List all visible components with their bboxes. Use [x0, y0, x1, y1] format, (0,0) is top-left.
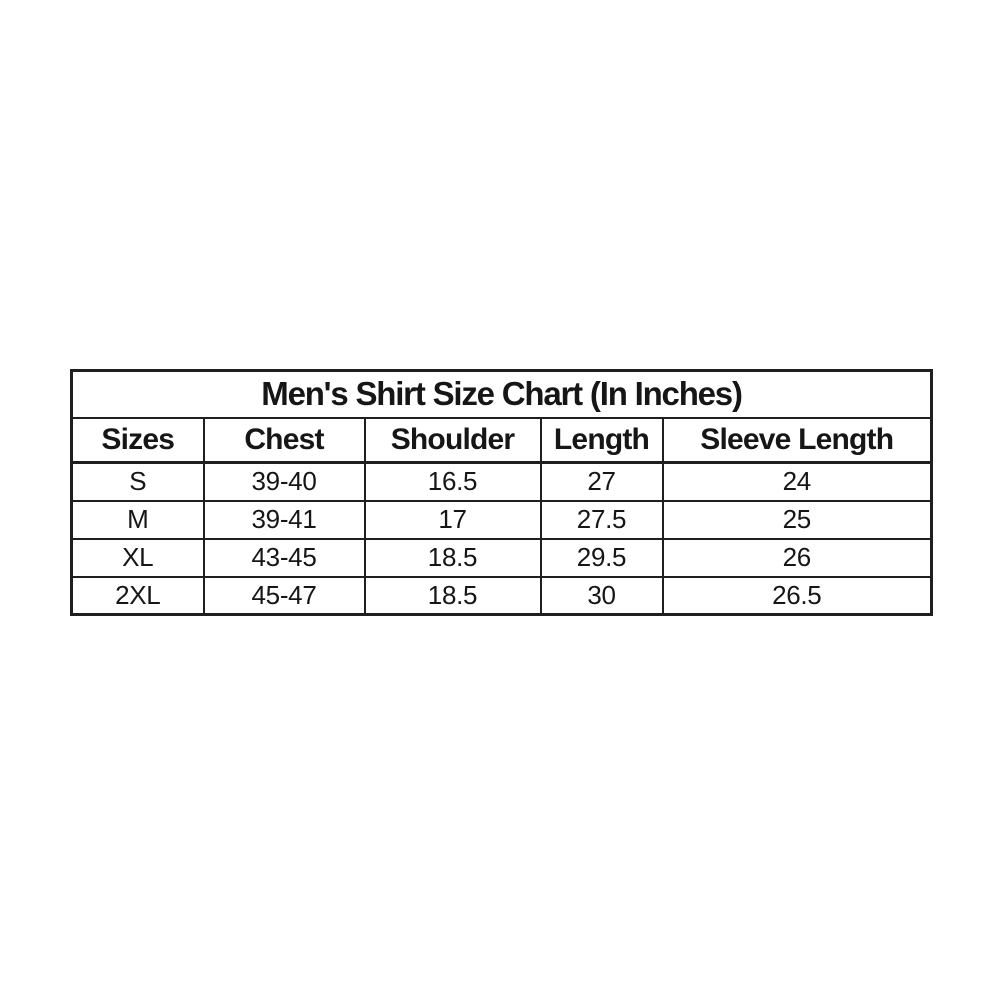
size-chart-table [70, 369, 933, 616]
table-row-m [72, 501, 932, 539]
cell-chest: 39-41 [204, 501, 365, 539]
cell-shoulder: 16.5 [365, 463, 541, 501]
column-header-sizes: Sizes [72, 418, 204, 463]
cell-sleeve-length: 24 [663, 463, 932, 501]
cell-sleeve-length: 26.5 [663, 577, 932, 615]
cell-size: M [72, 501, 204, 539]
cell-length: 27.5 [541, 501, 663, 539]
cell-length: 27 [541, 463, 663, 501]
column-header-shoulder: Shoulder [365, 418, 541, 463]
column-header-length: Length [541, 418, 663, 463]
table-title-row [72, 371, 932, 418]
cell-chest: 39-40 [204, 463, 365, 501]
cell-size: 2XL [72, 577, 204, 615]
table-header-row [72, 418, 932, 463]
cell-length: 29.5 [541, 539, 663, 577]
cell-shoulder: 18.5 [365, 539, 541, 577]
cell-size: S [72, 463, 204, 501]
table-row-xl [72, 539, 932, 577]
column-header-chest: Chest [204, 418, 365, 463]
cell-chest: 45-47 [204, 577, 365, 615]
table-row-2xl [72, 577, 932, 615]
cell-sleeve-length: 26 [663, 539, 932, 577]
table-row-s [72, 463, 932, 501]
cell-chest: 43-45 [204, 539, 365, 577]
cell-length: 30 [541, 577, 663, 615]
cell-shoulder: 17 [365, 501, 541, 539]
table-title: Men's Shirt Size Chart (In Inches) [72, 371, 932, 418]
cell-sleeve-length: 25 [663, 501, 932, 539]
cell-size: XL [72, 539, 204, 577]
cell-shoulder: 18.5 [365, 577, 541, 615]
column-header-sleeve-length: Sleeve Length [663, 418, 932, 463]
